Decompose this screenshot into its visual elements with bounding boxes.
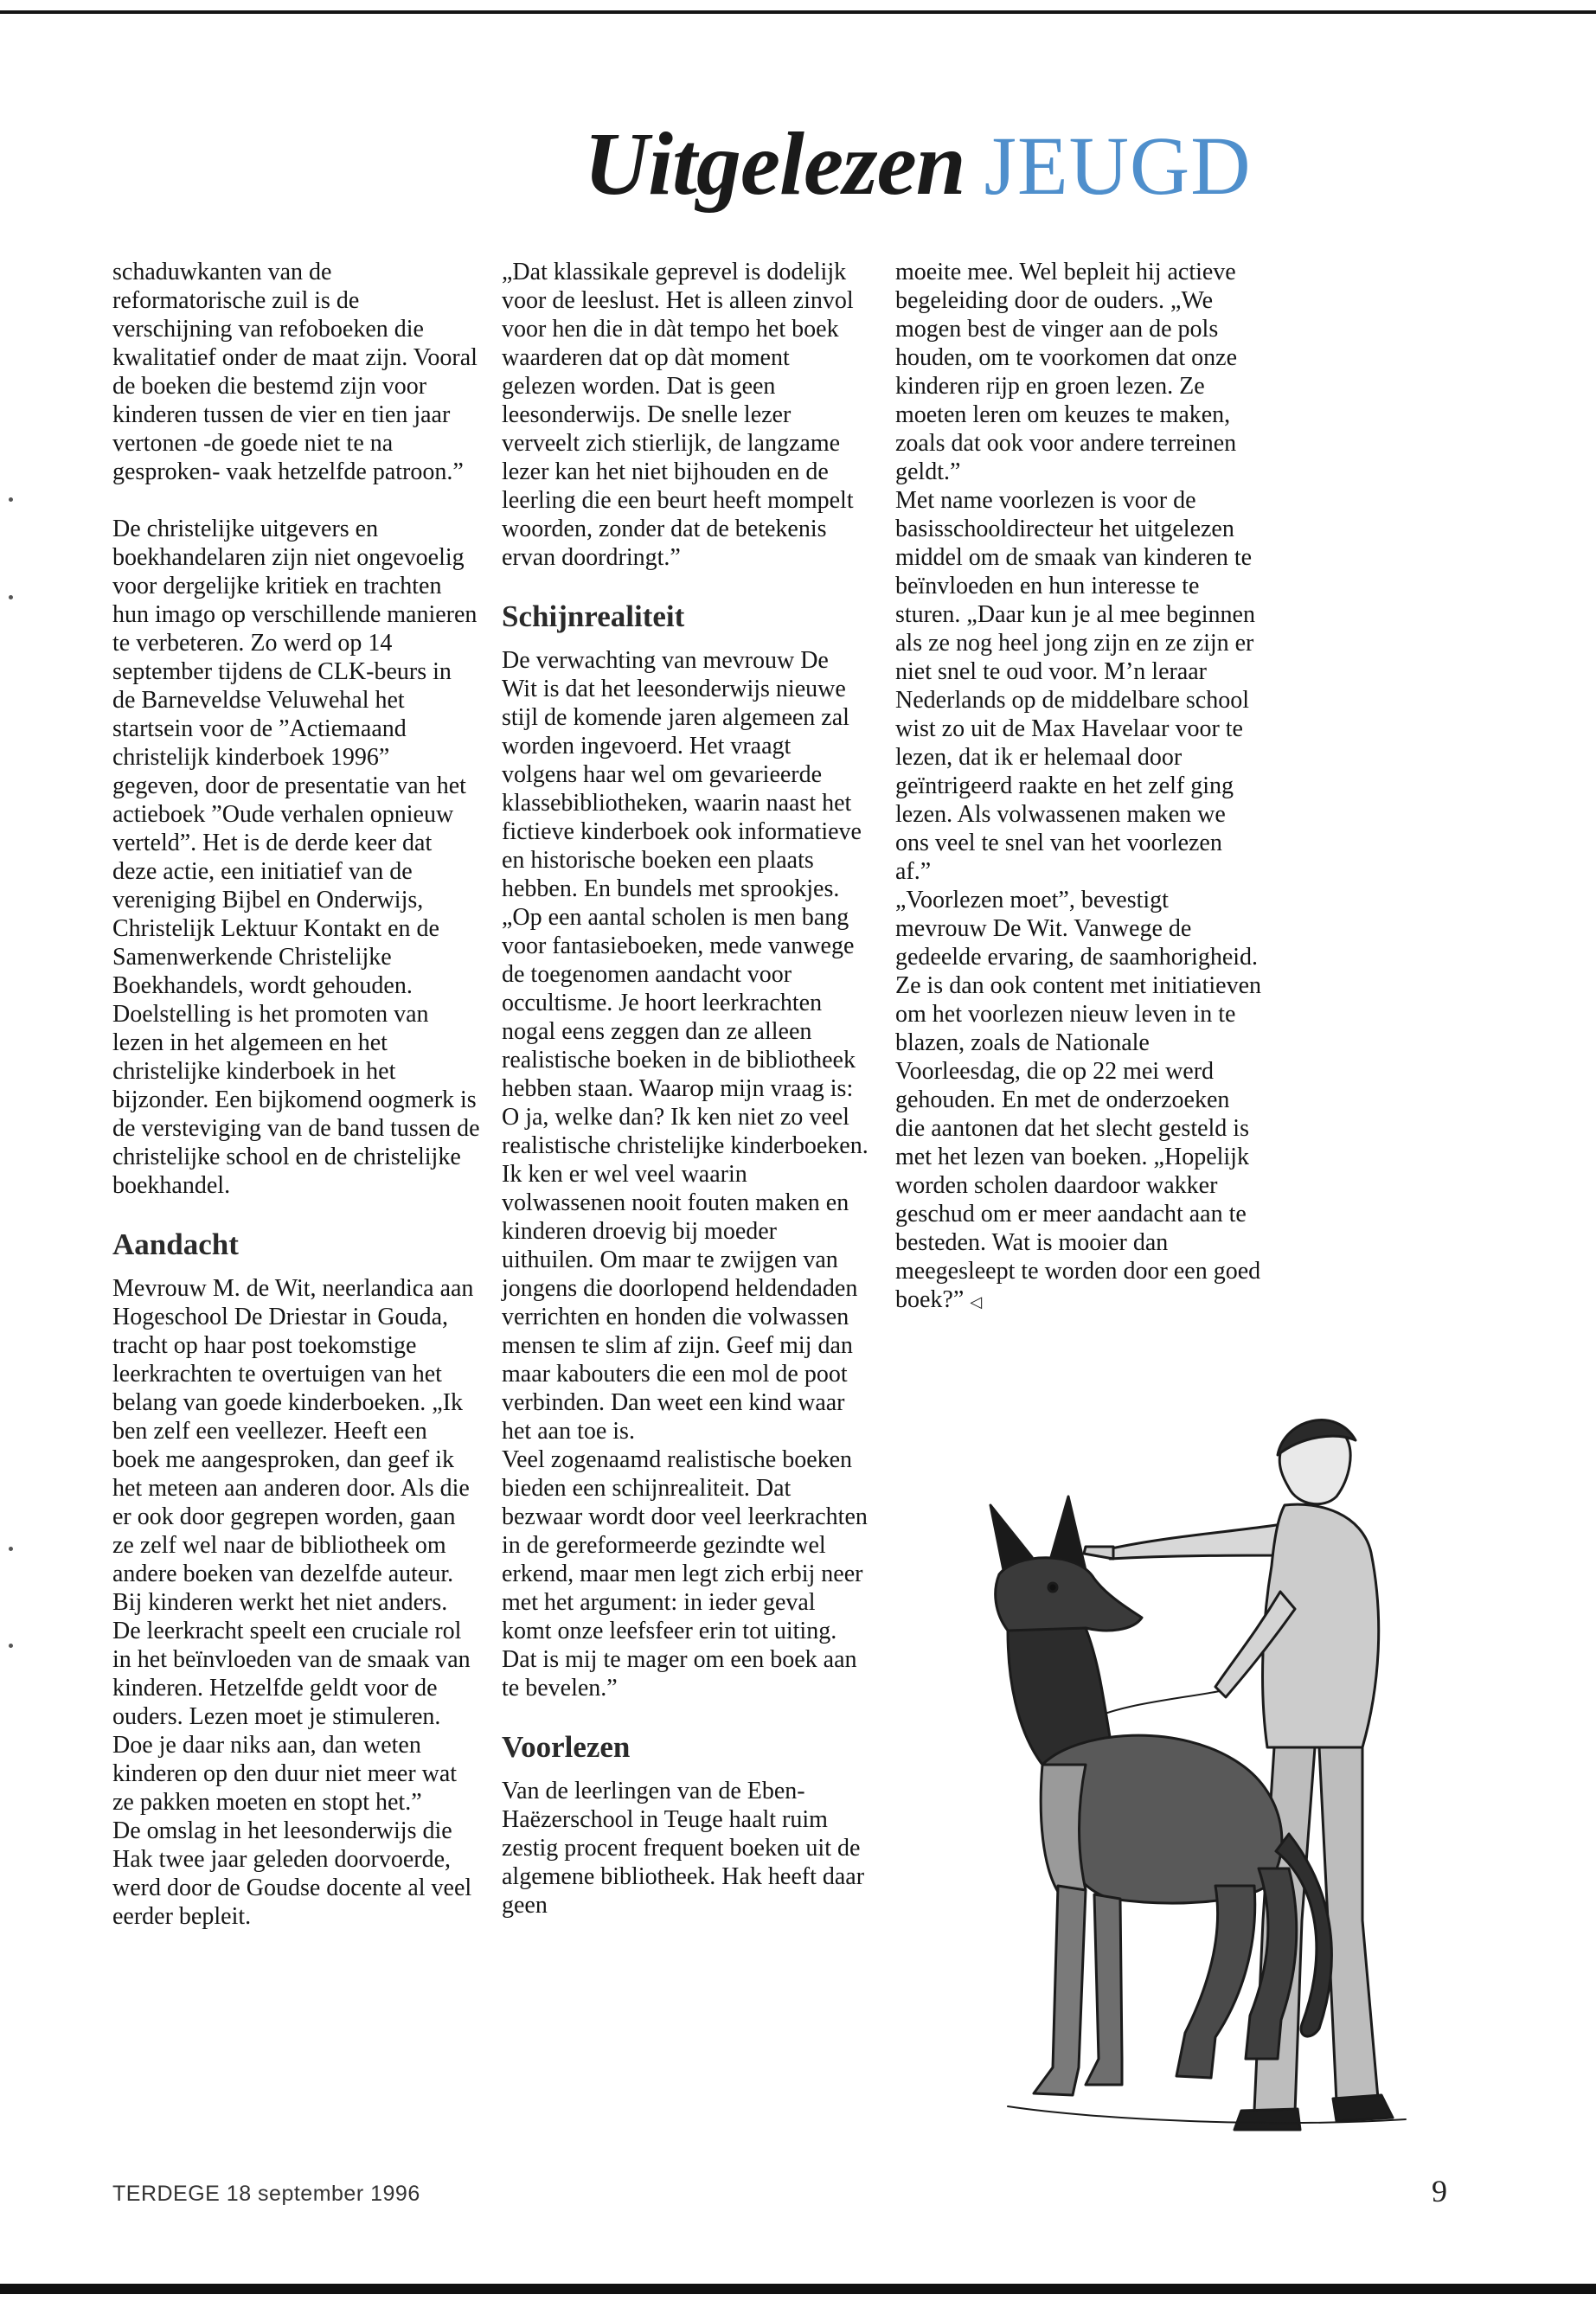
bottom-rule xyxy=(0,2284,1596,2294)
page-number: 9 xyxy=(1432,2174,1447,2208)
article-column-2 xyxy=(502,258,869,1920)
top-rule xyxy=(0,10,1596,14)
paragraph-text: „Voorlezen moet”, bevestigt mevrouw De Wit. Vanwege de gedeelde ervaring, de saamhorigheid. Ze is dan ook content met initiatieven om het voorlezen nieuw leven in te blazen, zoals de Nationale Voorleesdag, die op 22 mei werd gehouden. En met de onderzoeken die aantonen dat het slecht gesteld is met het lezen van boeken. „Hopelijk worden scholen daardoor wakker geschud om er meer aandacht aan te besteden. Wat is mooier dan meegesleept te worden door een goed boek?” xyxy=(895,887,1261,1313)
boy-hand xyxy=(1084,1547,1113,1559)
dog-eye xyxy=(1048,1583,1057,1592)
paragraph: De omslag in het leesonderwijs die Hak twee jaar geleden doorvoerde, werd door de Goudse docente al veel eerder bepleit. xyxy=(112,1817,472,1930)
paragraph: Met name voorlezen is voor de basisschooldirecteur het uitgelezen middel om de smaak van kinderen te beïnvloeden en hun interesse te sturen. „Daar kun je al mee beginnen als ze nog heel jong zijn en ze zijn er niet snel te oud voor. M’n leraar Nederlands op de middelbare school wist zo uit de Max Havelaar voor te lezen, dat ik er helemaal door geïntrigeerd raakte en het zelf ging lezen. Als volwassenen maken we ons veel te snel van het voorlezen af.” xyxy=(895,487,1255,885)
margin-dot xyxy=(9,595,13,599)
paragraph: De christelijke uitgevers en boekhandelaren zijn niet ongevoelig voor dergelijke kritiek en trachten hun imago op verschillende manieren te verbeteren. Zo werd op 14 september tijdens de CLK-beurs in de Barneveldse Veluwehal het startsein voor de ”Actiemaand christelijk kinderboek 1996” gegeven, door de presentatie van het actieboek ”Oude verhalen opnieuw verteld”. Het is de derde keer dat deze actie, een initiatief van de vereniging Bijbel en Onderwijs, Christelijk Lektuur Kontakt en de Samenwerkende Christelijke Boekhandels, wordt gehouden. Doelstelling is het promoten van lezen in het algemeen en het christelijke kinderboek in het bijzonder. Een bijkomend oogmerk is de versteviging van de band tussen de christelijke school en de christelijke boekhandel. xyxy=(112,516,480,1199)
subheading-schijnrealiteit: Schijnrealiteit xyxy=(502,599,685,633)
article-column-3 xyxy=(895,258,1263,1317)
boy-shoe-left xyxy=(1234,2109,1300,2130)
subheading-voorlezen: Voorlezen xyxy=(502,1730,631,1764)
dog-hind-leg-1 xyxy=(1176,1886,1255,2078)
paragraph: moeite mee. Wel bepleit hij actieve begeleiding door de ouders. „We mogen best de vinger aan de pols houden, om te voorkomen dat onze kinderen rijp en groen lezen. Ze moeten leren om keuzes te maken, zoals dat ook voor andere terreinen geldt.” xyxy=(895,259,1238,485)
paragraph: „Op een aantal scholen is men bang voor fantasieboeken, mede vanwege de toegenomen aandacht voor occultisme. Je hoort leerkrachten nogal eens zeggen dan ze alleen realistische boeken in de bibliotheek hebben staan. Waarop mijn vraag is: O ja, welke dan? Ik ken niet zo veel realistische christelijke kinderboeken. Ik ken er wel veel waarin volwassenen nooit fouten maken en kinderen droevig bij moeder uithuilen. Om maar te zwijgen van jongens die doorlopend heldendaden verrichten en honden die volwassen mensen te slim af zijn. Geef mij dan maar kabouters die een mol de poot verbinden. Dan weet een kind waar het aan toe is. xyxy=(502,904,869,1445)
paragraph: schaduwkanten van de reformatorische zuil is de verschijning van refoboeken die kwalitatief onder de maat zijn. Vooral de boeken die bestemd zijn voor kinderen tussen de vier en tien jaar vertonen -de goede niet te na gesproken- vaak hetzelfde patroon.” xyxy=(112,259,478,485)
subheading-aandacht: Aandacht xyxy=(112,1227,239,1261)
margin-dot xyxy=(9,1547,13,1551)
page-header xyxy=(584,112,1252,216)
paragraph: Veel zogenaamd realistische boeken bieden een schijnrealiteit. Dat bezwaar wordt door veel leerkrachten in de gereformeerde gezindte wel erkend, maar men legt zich erbij neer met het argument: in ieder geval komt onze leefsfeer erin tot uiting. Dat is mij te mager om een boek aan te bevelen.” xyxy=(502,1446,868,1702)
header-title: Uitgelezen xyxy=(584,114,965,214)
paragraph: Van de leerlingen van de Eben-Haëzerschool in Teuge haalt ruim zestig procent frequent boeken uit de algemene bibliotheek. Hak heeft daar geen xyxy=(502,1778,865,1919)
paragraph: „Dat klassikale geprevel is dodelijk voor de leeslust. Het is alleen zinvol voor hen die in dàt tempo het boek waarderen dat op dàt moment gelezen worden. Dat is geen leesonderwijs. De snelle lezer verveelt zich stierlijk, de langzame lezer kan het niet bijhouden en de leerling die een beurt heeft mompelt woorden, zonder dat de betekenis ervan doordringt.” xyxy=(502,259,854,571)
article-column-1 xyxy=(112,258,480,1931)
paragraph: Mevrouw M. de Wit, neerlandica aan Hogeschool De Driestar in Gouda, tracht op haar post toekomstige leerkrachten te overtuigen van het belang van goede kinderboeken. „Ik ben zelf een veellezer. Heeft een boek me aangesproken, dan geef ik het meteen aan anderen door. Als die er ook door gegrepen worden, gaan ze zelf wel naar de bibliotheek om andere boeken van dezelfde auteur. Bij kinderen werkt het niet anders. De leerkracht speelt een cruciale rol in het beïnvloeden van de smaak van kinderen. Hetzelfde geldt voor de ouders. Lezen moet je stimuleren. Doe je daar niks aan, dan weten kinderen op den duur niet meer wat ze pakken moeten en stopt het.” xyxy=(112,1275,474,1816)
margin-dot xyxy=(9,1644,13,1648)
dog-front-leg-1 xyxy=(1034,1886,1086,2095)
dog-chest xyxy=(1041,1765,1086,1894)
margin-dot xyxy=(9,497,13,502)
dog-front-leg-2 xyxy=(1086,1894,1122,2085)
header-section: JEUGD xyxy=(984,119,1252,212)
paragraph xyxy=(895,886,1263,1317)
boy-shoe-right xyxy=(1333,2095,1393,2121)
boy-pointing-arm xyxy=(1110,1522,1298,1559)
end-of-article-icon: ◁ xyxy=(970,1293,983,1311)
footer-publication: TERDEGE 18 september 1996 xyxy=(112,2182,420,2206)
paragraph: De verwachting van mevrouw De Wit is dat het leesonderwijs nieuwe stijl de komende jaren algemeen zal worden ingevoerd. Het vraagt volgens haar wel om gevarieerde klassebibliotheken, waarin naast het fictieve kinderboek ook informatieve en historische boeken een plaats hebben. En bundels met sprookjes. xyxy=(502,647,862,902)
boy-with-dog-illustration xyxy=(956,1401,1440,2197)
